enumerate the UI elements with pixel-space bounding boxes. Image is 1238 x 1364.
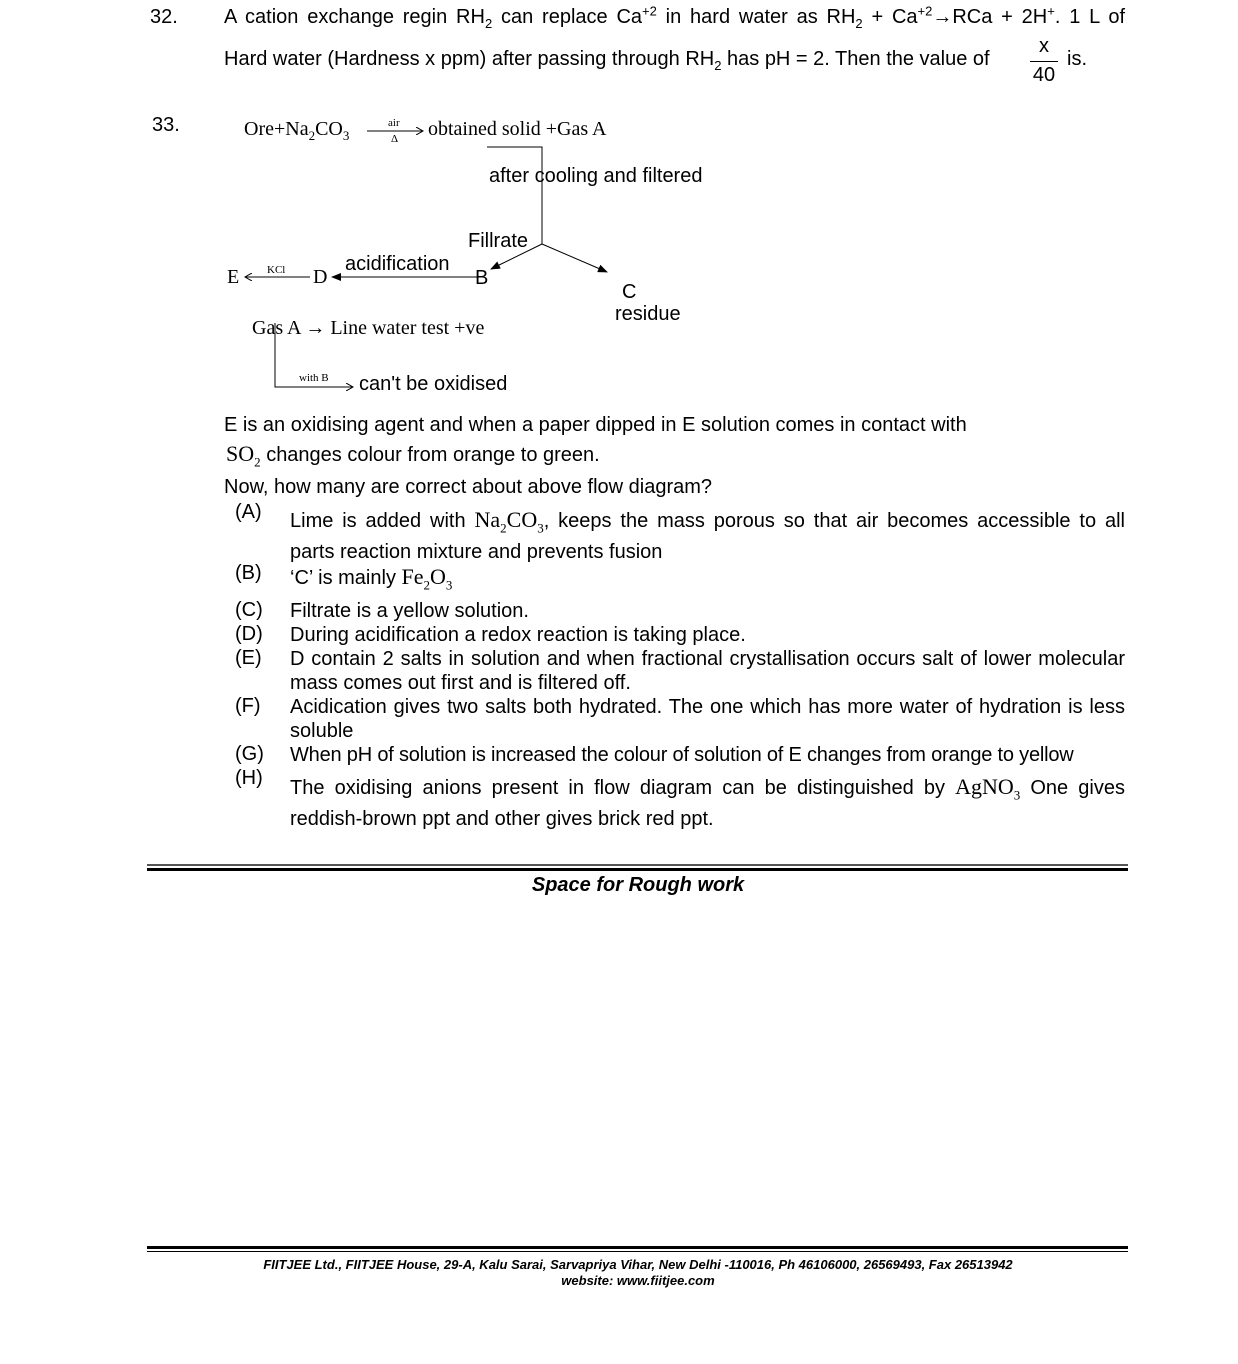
filter-branch-line [487,147,542,244]
fraction-denominator: 40 [1032,64,1056,86]
option-f-text: Acidication gives two salts both hydrated. The one which has more water of hydration is less soluble [290,696,1125,742]
node-e: E [227,266,240,288]
with-b-label: with B [299,372,329,384]
option-a-text: Lime is added with $Na_2CO_3$, keeps the mass porous so that air becomes accessible to all parts reaction mixture and prevents fusion [290,507,1125,563]
option-letter-h: (H) [235,767,263,789]
with-b-arrow [275,323,353,387]
acidification-label: acidification [345,253,450,275]
option-letter-d: (D) [235,623,263,645]
divider-rough-bottom [147,868,1128,871]
arrow-to-b [491,244,542,269]
fraction-numerator: x [1039,35,1049,57]
divider-rough-top [147,864,1128,866]
question-number-32: 32. [150,6,178,28]
residue-label: residue [615,303,681,325]
reaction-reactants: $Ore+Na_2CO_3$ [244,118,350,143]
node-d: D [313,266,328,288]
kcl-label: KCl [267,264,286,276]
q33-statement-1: E is an oxidising agent and when a paper dipped in E solution comes in contact with [224,414,967,436]
option-g-text: When pH of solution is increased the colour of solution of E changes from orange to yellow [290,744,1074,766]
option-letter-a: (A) [235,501,262,523]
option-b-text: ‘C’ is mainly $Fe_2O_3$ [290,564,453,593]
arrow-label-heat: Δ [391,133,399,145]
rough-work-heading: Space for Rough work [531,874,745,896]
node-c: C [622,281,637,303]
diagram-lines [0,0,1238,420]
option-letter-g: (G) [235,743,264,765]
arrow-to-c [542,244,607,272]
reaction-products: obtained solid +Gas A [428,118,607,140]
footer-rule-top [147,1246,1128,1249]
option-letter-c: (C) [235,599,263,621]
footer-website: website: www.fiitjee.com [561,1273,715,1288]
q32-tail: is. [1067,48,1087,70]
option-c-text: Filtrate is a yellow solution. [290,600,529,622]
option-letter-e: (E) [235,647,262,669]
cant-oxidised-label: can't be oxidised [359,373,508,395]
fillrate-label: Fillrate [468,230,529,252]
q33-statement-2: $SO_2$ changes colour from orange to green. [226,441,600,470]
option-letter-b: (B) [235,562,262,584]
arrow-label-air: air [388,117,400,129]
option-d-text: During acidification a redox reaction is taking place. [290,624,746,646]
footer-rule-bottom [147,1251,1128,1252]
option-letter-f: (F) [235,695,261,717]
q32-line-2: Hard water (Hardness x ppm) after passing through $RH_2$ has pH = 2. Then the value of [224,48,990,73]
gas-a-test: Gas A → Line water test +ve [252,317,485,339]
q32-line-1: A cation exchange regin $RH_2$ can replace $Ca^{+2}$ in hard water as $RH_2 + Ca^{+2}\to RCa + 2H^+$. 1 L of [224,3,1126,31]
q33-question: Now, how many are correct about above flow diagram? [224,476,713,498]
question-number-33: 33. [152,114,180,136]
footer-address: FIITJEE Ltd., FIITJEE House, 29-A, Kalu Sarai, Sarvapriya Vihar, New Delhi -110016, Ph 46106000, 26569493, Fax 26513942 [263,1257,1013,1272]
branch-label: after cooling and filtered [489,165,703,187]
option-e-text: D contain 2 salts in solution and when fractional crystallisation occurs salt of lower molecular mass comes out first and is filtered off. [290,648,1125,694]
node-b: B [475,267,489,289]
option-h-text: The oxidising anions present in flow diagram can be distinguished by AgNO$_3$ One gives reddish-brown ppt and other gives brick red ppt. [290,774,1125,830]
